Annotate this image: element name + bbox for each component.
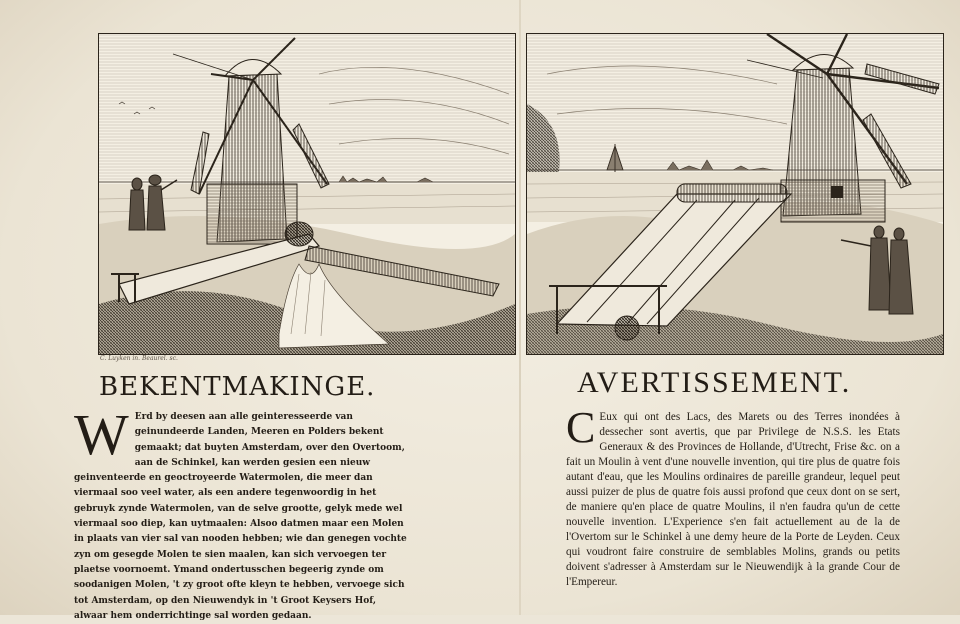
windmill-illustration-left (99, 34, 515, 354)
center-fold (519, 0, 521, 615)
engraving-left-windmill (98, 33, 516, 355)
french-announcement-text (566, 403, 900, 610)
dutch-heading: BEKENTMAKINGE. (99, 372, 376, 402)
french-heading: AVERTISSEMENT. (577, 366, 852, 399)
engraving-right-windmill (526, 33, 944, 355)
windmill-illustration-right (527, 34, 943, 354)
engraver-signature: C. Luyken in. Beaurel. sc. (100, 355, 178, 362)
dutch-announcement-text (74, 402, 410, 621)
dutch-dropcap: W (74, 402, 129, 467)
french-body: Eux qui ont des Lacs, des Marets ou des Terres inondées à dessecher sont avertis, que par Privilege de N.S.S. les Etats Generaux & des Provinces de Hollande, d'Utrecht, Frise &c. on a fait un Moulin à vent d'une nouvelle invention, qui tire plus de quatre fois autant d'eau, que les Moulins ordinaires de pareille grandeur, lequel peut aussi puizer de plus de quatre fois aussi profond que ceux dont on se sert, de maniere qu'en place de quatre Moulins, il n'en faudra qu'un de cette nouvelle invention. L'Experience s'en fait actuellement au de la de l'Overtom sur le Schinkel à une demy heure de la Porte de Leyden. Ceux qui voudront faire construire de semblables Molins, grands ou petits doivent s'adresser à Amsterdam sur le Nieuwendijk à la grande Cour de l'Empereur. (566, 411, 900, 588)
dutch-body: Erd by deesen aan alle geinteresseerde van geinundeerde Landen, Meeren en Polders bekent gemaakt; dat buyten Amsterdam, over den Overtoom, aan de Schinkel, kan werden gesien een nieuw geinventeerde en geoctroyeerde Watermolen, die meer dan viermaal soo veel water, als een andere tegenwoordig in het gebruyk zynde Watermolen, van de selve grootte, gelyk mede wel viermaal soo diep, kan uytmaalen: Alsoo datmen maar een Molen in plaats van vier sal van nooden hebben; wie dan genegen vochte zyn om gesegde Molen te sien maalen, kan sich vervoegen ter plaetse voornoemt. Ymand ondertusschen begeerig zynde om soodanigen Molen, 't zy groot ofte kleyn te hebben, vervoege sich tot Amsterdam, op den Nieuwendyk in 't Groot Keysers Hof, alwaar hem onderrichtinge sal worden gedaan. (74, 412, 407, 621)
french-dropcap: C (566, 403, 596, 452)
